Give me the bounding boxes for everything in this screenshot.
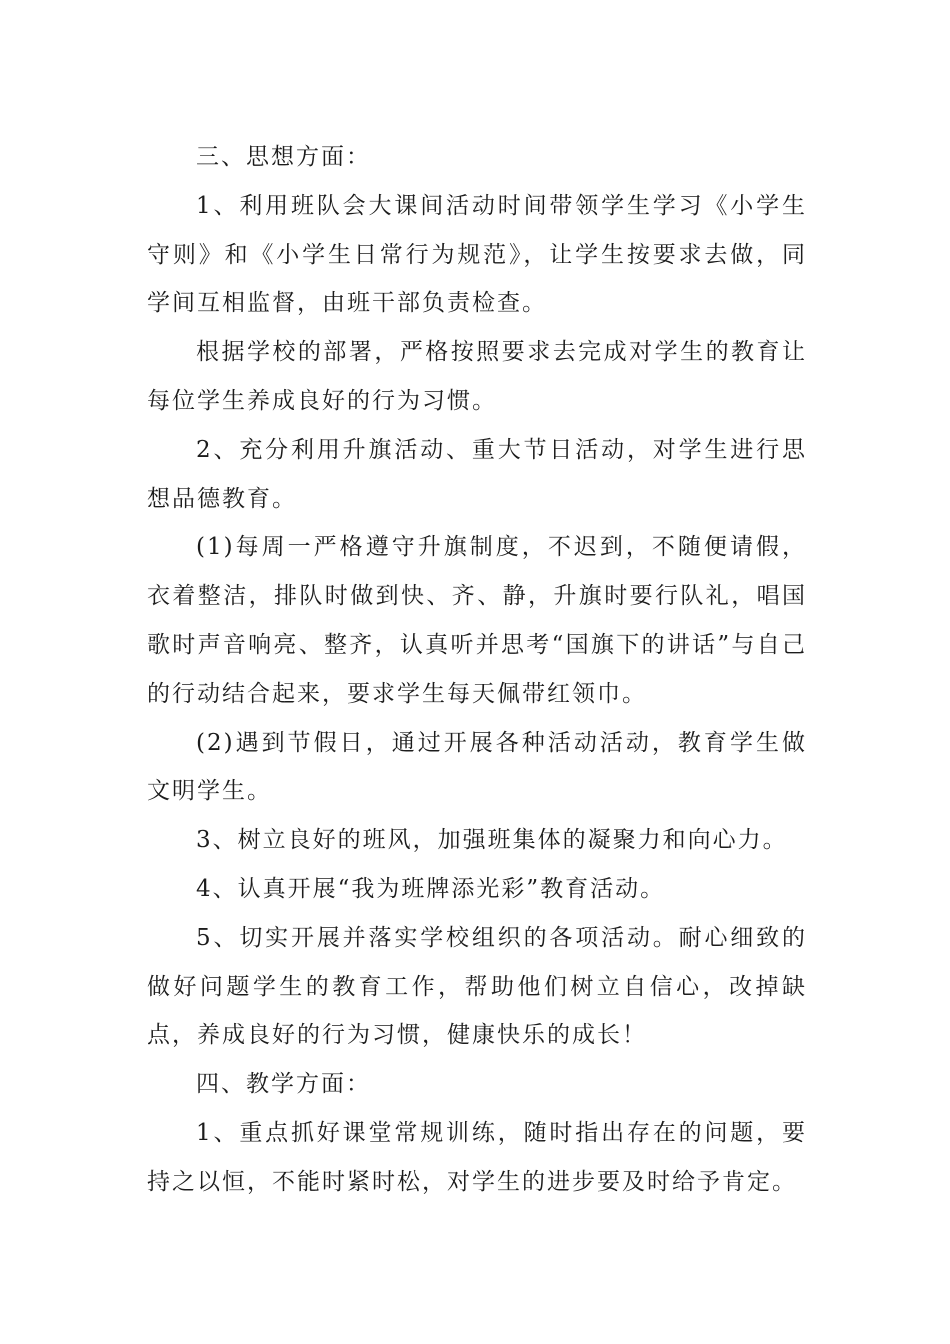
document-body xyxy=(147,133,807,1207)
section-heading-thought: 三、思想方面： xyxy=(196,144,371,170)
paragraph-item-1: 1、利用班队会大课间活动时间带领学生学习《小学生守则》和《小学生日常行为规范》，让学生按要求去做，同学间互相监督，由班干部负责检查。 xyxy=(147,192,807,317)
paragraph-item-2: 2、充分利用升旗活动、重大节日活动，对学生进行思想品德教育。 xyxy=(147,436,807,512)
paragraph-school-deployment: 根据学校的部署，严格按照要求去完成对学生的教育让每位学生养成良好的行为习惯。 xyxy=(147,339,807,414)
section-heading-teaching: 四、教学方面： xyxy=(196,1071,371,1098)
paragraph-subitem-1: (1)每周一严格遵守升旗制度，不迟到，不随便请假，衣着整洁，排队时做到快、齐、静，升旗时要行队礼，唱国歌时声音响亮、整齐，认真听并思考“国旗下的讲话”与自己的行动结合起来，要求学生每天佩带红领巾。 xyxy=(147,534,807,707)
paragraph-subitem-2: (2)遇到节假日，通过开展各种活动活动，教育学生做文明学生。 xyxy=(147,729,807,805)
paragraph-item-4: 4、认真开展“我为班牌添光彩”教育活动。 xyxy=(196,875,666,902)
paragraph-item-3: 3、树立良好的班风，加强班集体的凝聚力和向心力。 xyxy=(196,827,788,854)
paragraph-item-5: 5、切实开展并落实学校组织的各项活动。耐心细致的做好问题学生的教育工作，帮助他们树立自信心，改掉缺点，养成良好的行为习惯，健康快乐的成长！ xyxy=(147,924,807,1049)
paragraph-teaching-item-1: 1、重点抓好课堂常规训练，随时指出存在的问题，要持之以恒，不能时紧时松，对学生的进步要及时给予肯定。 xyxy=(147,1119,807,1195)
